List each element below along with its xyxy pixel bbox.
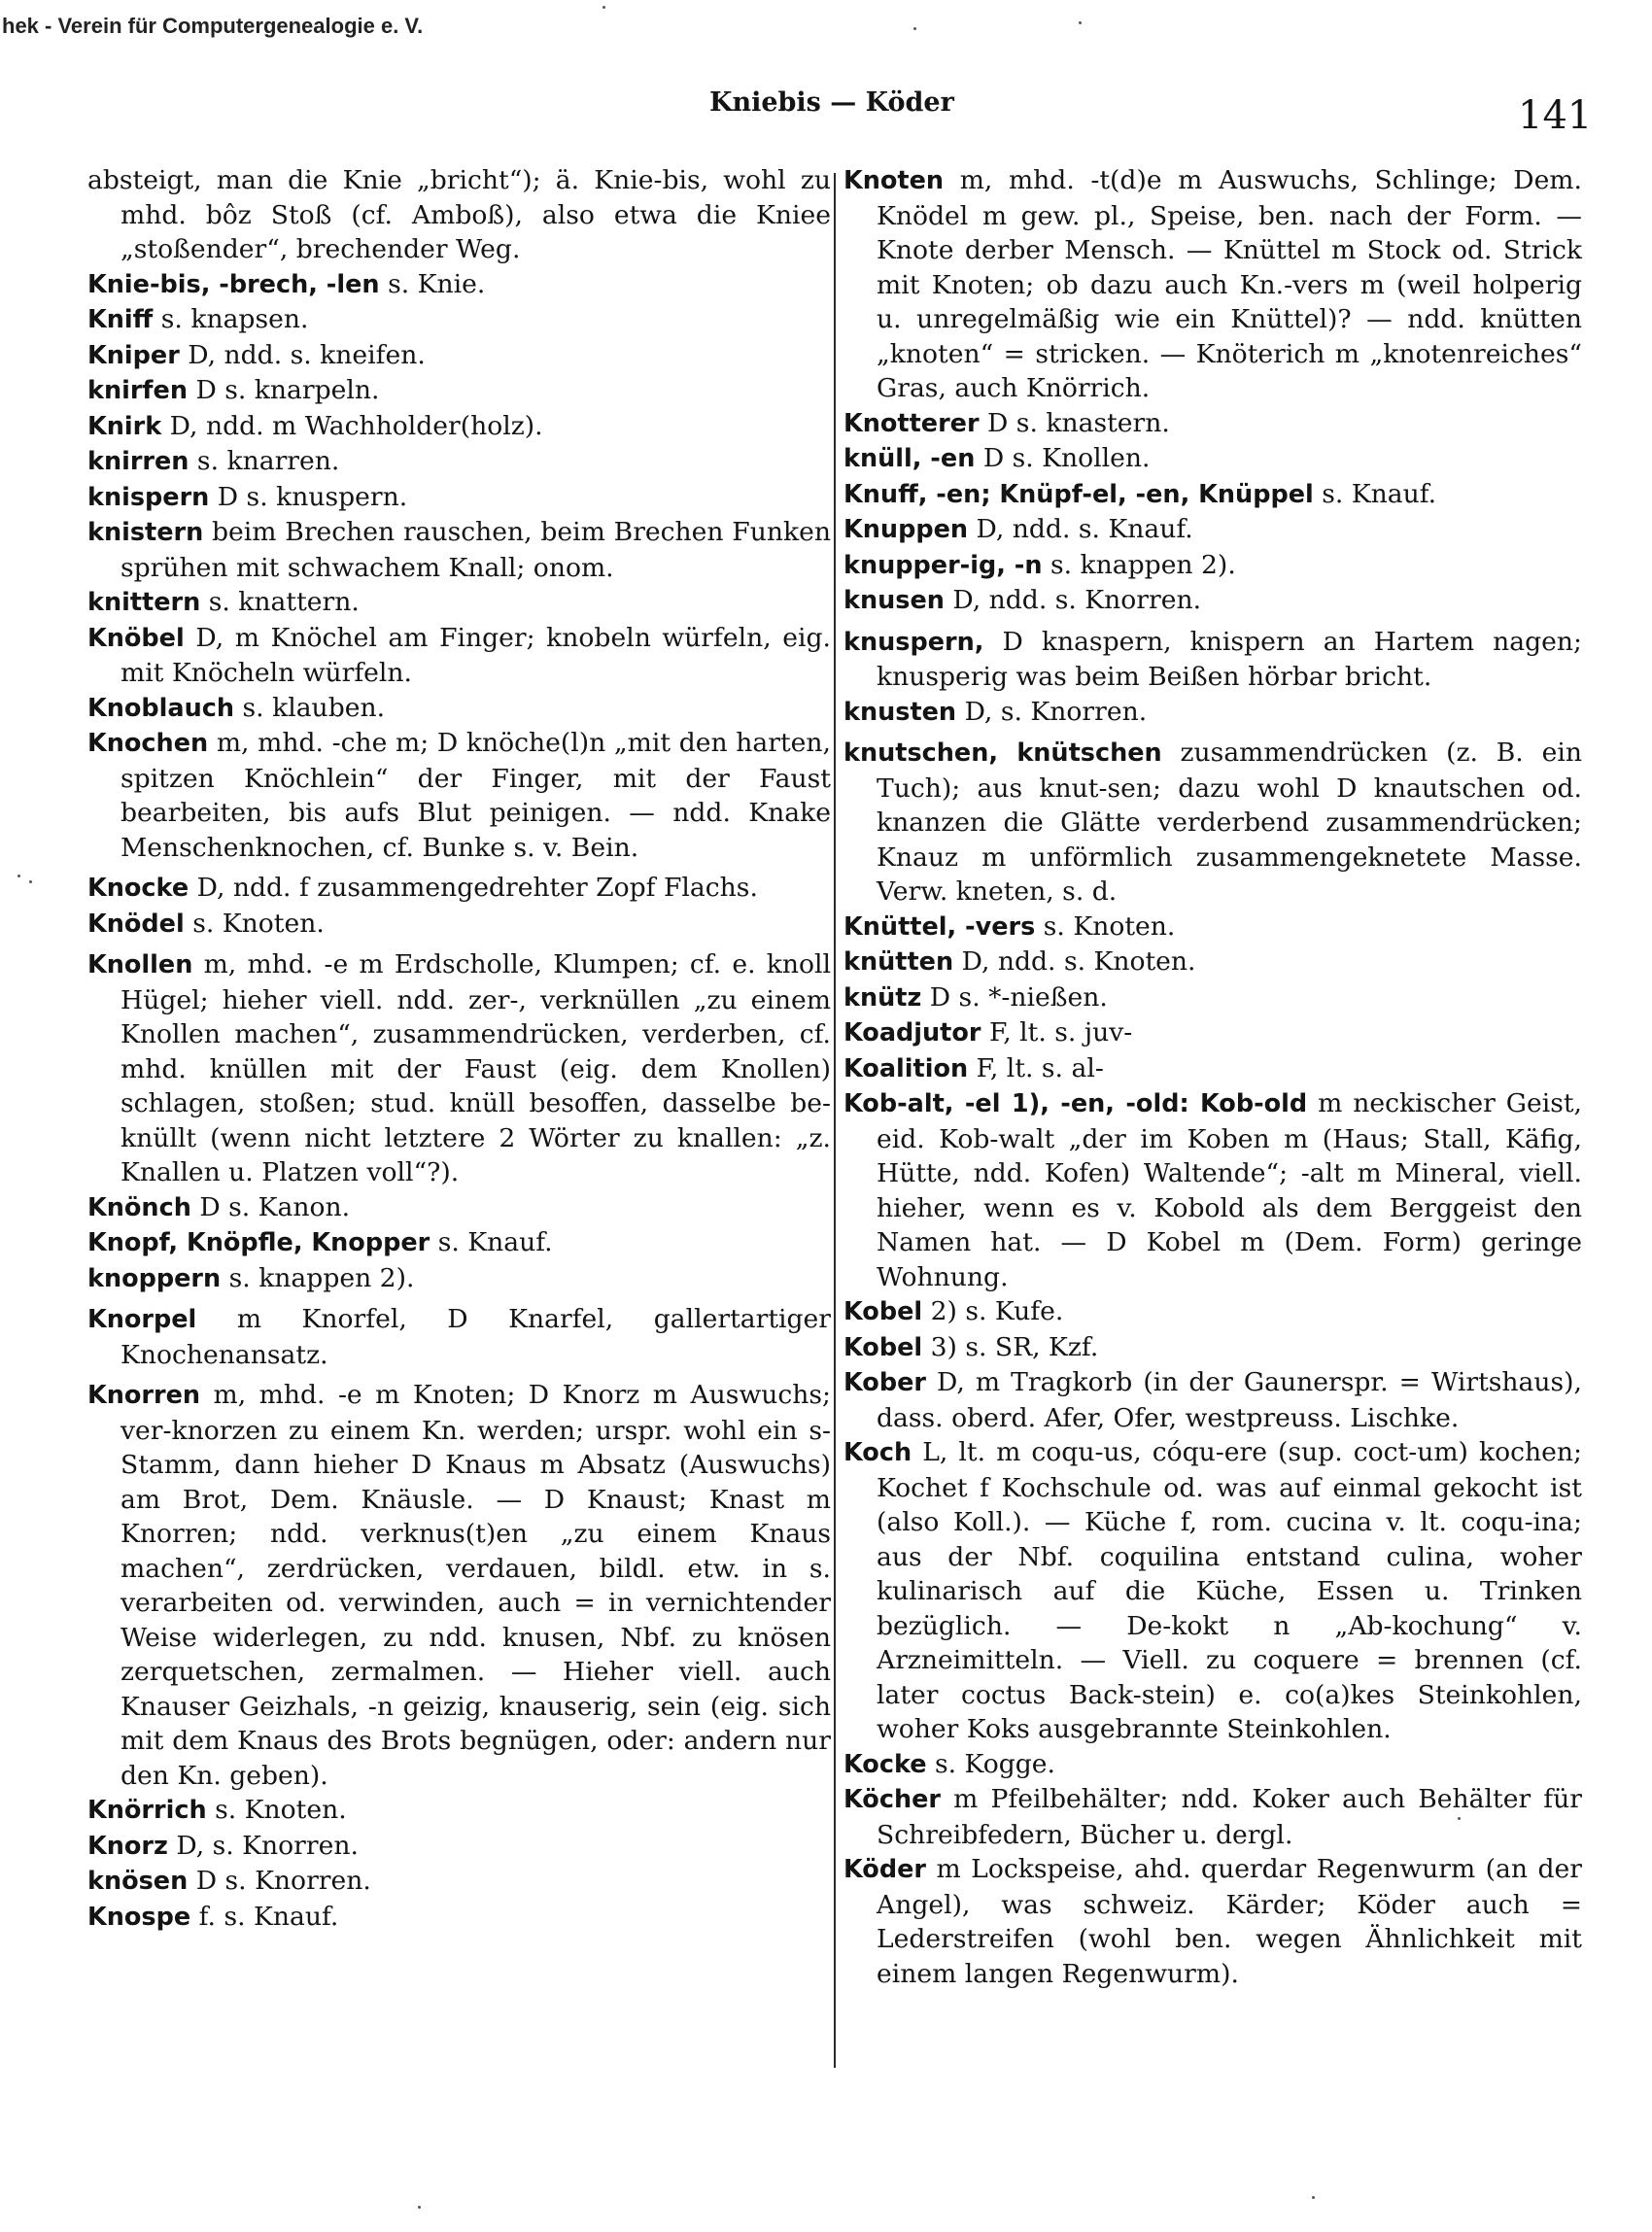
dictionary-entry xyxy=(843,1435,1582,1747)
entry-definition: s. Kogge. xyxy=(934,1748,1055,1779)
dictionary-entry xyxy=(87,726,831,865)
entry-headword: Knorz xyxy=(87,1831,168,1861)
entry-headword: Köcher xyxy=(843,1785,941,1814)
dictionary-entry xyxy=(843,1330,1582,1366)
dictionary-entry xyxy=(87,1190,831,1226)
entry-definition: 3) s. SR, Kzf. xyxy=(930,1331,1099,1362)
left-column xyxy=(87,163,831,1935)
entry-definition: s. knappen 2). xyxy=(228,1262,415,1293)
scan-speck xyxy=(29,880,32,883)
entry-headword: Knöbel xyxy=(87,623,185,653)
entry-headword: Knüttel, -vers xyxy=(843,911,1036,942)
dictionary-entry xyxy=(843,1294,1582,1330)
entry-definition: F, lt. s. juv- xyxy=(988,1017,1133,1047)
entry-definition: m, mhd. -t(d)e m Auswuchs, Schlinge; Dem. Knödel m gew. pl., Speise, ben. nach der Form. — Knote derber Mensch. — Knüttel m Stock od. Strick mit Knoten; ob dazu auch Kn.-vers m (weil holperig u. unregelmäßig wie ein Knüttel)? — ndd. knütten „knoten“ = stricken. — Knöterich m „knotenreiches“ Gras, auch Knörrich. xyxy=(877,165,1582,403)
dictionary-entry xyxy=(87,907,831,943)
entry-definition: D, s. Knorren. xyxy=(176,1830,359,1861)
entry-definition: s. knattern. xyxy=(208,587,360,617)
entry-definition: s. knarren. xyxy=(196,446,340,476)
entry-headword: Knoblauch xyxy=(87,693,235,723)
entry-headword: Knopf, Knöpfle, Knopper xyxy=(87,1228,430,1257)
dictionary-entry xyxy=(843,1086,1582,1294)
entry-headword: knittern xyxy=(87,588,201,617)
scan-speck xyxy=(1079,21,1082,24)
dictionary-entry xyxy=(87,1793,831,1829)
dictionary-entry xyxy=(843,695,1582,731)
entry-definition: zusammendrücken (z. B. ein Tuch); aus knut-sen; dazu wohl D knautschen od. knanzen die Glätte verderbend zusammendrücken; Knauz m unförmlich zusammengeknetete Masse. Verw. kneten, s. d. xyxy=(877,738,1582,907)
entry-definition: D, ndd. s. Knauf. xyxy=(976,514,1193,544)
entry-definition: m Knorfel, D Knarfel, gallertartiger Knochenansatz. xyxy=(120,1304,831,1370)
entry-headword: Knorren xyxy=(87,1381,201,1410)
dictionary-entry xyxy=(843,980,1582,1016)
entry-definition: D s. Knorren. xyxy=(195,1866,371,1896)
page-number: 141 xyxy=(1518,93,1593,138)
dictionary-entry xyxy=(87,515,831,585)
entry-definition: D, ndd. m Wachholder(holz). xyxy=(169,410,543,441)
entry-headword: knoppern xyxy=(87,1263,222,1293)
entry-headword: Köder xyxy=(843,1855,926,1884)
entry-headword: Kniff xyxy=(87,305,154,334)
dictionary-entry xyxy=(87,871,831,907)
entry-definition: m Lockspeise, ahd. querdar Regenwurm (an der Angel), was schweiz. Kärder; Köder auch = Lederstreifen (wohl ben. wegen Ähnlichkeit mit einem langen Regenwurm). xyxy=(877,1854,1582,1989)
dictionary-entry xyxy=(843,1747,1582,1783)
entry-headword: Knollen xyxy=(87,950,193,979)
dictionary-entry xyxy=(87,947,831,1190)
entry-headword: knirfen xyxy=(87,376,188,405)
entry-headword: Kniper xyxy=(87,340,180,370)
dictionary-entry xyxy=(87,409,831,445)
dictionary-entry xyxy=(843,1365,1582,1435)
entry-definition: s. knappen 2). xyxy=(1050,549,1236,580)
entry-headword: Knocke xyxy=(87,874,189,903)
dictionary-entry xyxy=(843,1051,1582,1087)
scan-speck xyxy=(1458,1817,1461,1820)
entry-definition: s. Knoten. xyxy=(192,908,325,939)
entry-definition: D, ndd. s. Knorren. xyxy=(952,585,1202,615)
dictionary-entry xyxy=(87,1900,831,1936)
entry-definition: D, m Tragkorb (in der Gaunerspr. = Wirtshaus), dass. oberd. Afer, Ofer, westpreuss. Lischke. xyxy=(877,1367,1582,1433)
dictionary-entry xyxy=(87,1261,831,1297)
dictionary-entry xyxy=(87,1302,831,1372)
entry-definition: m, mhd. -e m Knoten; D Knorz m Auswuchs; ver-knorzen zu einem Kn. werden; urspr. wohl ein s-Stamm, dann hieher D Knaus m Absatz (Auswuchs) am Brot, Dem. Knäusle. — D Knaust; Knast m Knorren; ndd. verknus(t)en „zu einem Knaus machen“, zerdrücken, verdauen, bildl. etw. in s. verarbeiten od. verwinden, auch = in vernichtender Weise widerlegen, zu ndd. knusen, Nbf. zu knösen zerquetschen, zermalmen. — Hieher viell. auch Knauser Geizhals, -n geizig, knauserig, sein (eig. sich mit dem Knaus des Brots begnügen, oder: andern nur den Kn. geben). xyxy=(120,1380,831,1791)
entry-headword: knupper-ig, -n xyxy=(843,550,1043,580)
dictionary-entry xyxy=(843,944,1582,980)
entry-definition: s. Knoten. xyxy=(1043,910,1176,942)
dictionary-entry xyxy=(87,1864,831,1900)
entry-headword: Koch xyxy=(843,1438,912,1467)
entry-headword: Knirk xyxy=(87,411,162,441)
dictionary-entry xyxy=(87,338,831,374)
entry-definition: s. klauben. xyxy=(242,692,386,723)
entry-definition: D s. knarpeln. xyxy=(195,375,380,405)
entry-headword: knuspern, xyxy=(843,627,984,657)
entry-headword: Kocke xyxy=(843,1749,927,1779)
entry-headword: Koadjutor xyxy=(843,1018,981,1047)
dictionary-entry xyxy=(843,406,1582,442)
entry-headword: knusen xyxy=(843,586,945,615)
entry-headword: Knoten xyxy=(843,166,945,195)
entry-headword: Kobel xyxy=(843,1332,923,1362)
dictionary-entry xyxy=(843,910,1582,945)
entry-definition: D, ndd. s. Knoten. xyxy=(961,946,1196,977)
entry-headword: knütten xyxy=(843,947,954,977)
entry-definition: m Pfeilbehälter; ndd. Koker auch Behälter für Schreibfedern, Bücher u. dergl. xyxy=(877,1784,1582,1850)
entry-headword: Knörrich xyxy=(87,1796,207,1825)
entry-headword: Knochen xyxy=(87,729,209,758)
entry-definition: D s. knuspern. xyxy=(217,481,408,512)
dictionary-entry xyxy=(843,1782,1582,1852)
entry-headword: knusten xyxy=(843,697,957,727)
entry-headword: knüll, -en xyxy=(843,444,976,473)
dictionary-entry xyxy=(87,621,831,691)
dictionary-entry xyxy=(843,477,1582,513)
entry-definition: F, lt. s. al- xyxy=(976,1052,1104,1083)
entry-definition: s. knapsen. xyxy=(160,304,309,334)
entry-headword: Knospe xyxy=(87,1902,191,1932)
entry-headword: Knorpel xyxy=(87,1305,197,1334)
entry-headword: Knie-bis, -brech, -len xyxy=(87,269,380,299)
entry-definition: absteigt, man die Knie „bricht“); ä. Knie-bis, wohl zu mhd. bôz Stoß (cf. Amboß), also etwa die Kniee „stoßender“, brechender Weg. xyxy=(87,165,831,264)
entry-headword: Knuppen xyxy=(843,515,969,544)
running-head: Kniebis — Köder xyxy=(709,87,954,118)
dictionary-entry xyxy=(87,1225,831,1261)
entry-definition: D, ndd. s. kneifen. xyxy=(188,339,426,370)
dictionary-entry xyxy=(843,736,1582,910)
entry-definition: m, mhd. -che m; D knöche(l)n „mit den harten, spitzen Knöchlein“ der Finger, mit der Faust bearbeiten, bis aufs Blut peinigen. — ndd. Knake Menschenknochen, cf. Bunke s. v. Bein. xyxy=(120,728,831,863)
dictionary-entry xyxy=(843,1015,1582,1051)
dictionary-entry xyxy=(87,302,831,338)
entry-headword: Knönch xyxy=(87,1192,191,1222)
scan-speck xyxy=(602,6,605,9)
dictionary-entry xyxy=(87,691,831,727)
entry-definition: D, s. Knorren. xyxy=(964,696,1148,727)
column-rule xyxy=(834,173,836,2068)
entry-headword: Knotterer xyxy=(843,408,980,438)
entry-headword: knispern xyxy=(87,482,210,512)
scan-speck xyxy=(913,27,916,30)
dictionary-entry xyxy=(87,1829,831,1865)
dictionary-entry xyxy=(87,444,831,480)
entry-definition: D s. *-nießen. xyxy=(929,981,1108,1013)
entry-headword: knutschen, knütschen xyxy=(843,738,1162,768)
dictionary-entry xyxy=(843,548,1582,584)
entry-headword: knösen xyxy=(87,1867,189,1896)
dictionary-entry xyxy=(87,1378,831,1793)
entry-definition: D, ndd. f zusammengedrehter Zopf Flachs. xyxy=(196,873,758,903)
entry-headword: Kobel xyxy=(843,1297,923,1326)
dictionary-entry xyxy=(87,480,831,516)
entry-headword: Koalition xyxy=(843,1053,969,1083)
scan-speck xyxy=(17,875,20,877)
entry-definition: s. Knoten. xyxy=(215,1795,347,1825)
entry-headword: Knödel xyxy=(87,909,185,939)
entry-definition: D, m Knöchel am Finger; knobeln würfeln, eig. mit Knöcheln würfeln. xyxy=(120,622,831,688)
entry-headword: knistern xyxy=(87,518,204,547)
entry-definition: m neckischer Geist, eid. Kob-walt „der im Koben m (Haus; Stall, Käfig, Hütte, ndd. Kofen) Waltende“; -alt m Mineral, viell. hieher, wenn es v. Kobold als dem Berggeist den Namen hat. — D Kobel m (Dem. Form) geringe Wohnung. xyxy=(877,1088,1582,1292)
entry-definition: s. Knie. xyxy=(388,268,486,299)
entry-definition: 2) s. Kufe. xyxy=(930,1296,1064,1326)
dictionary-entry xyxy=(843,512,1582,548)
dictionary-entry xyxy=(843,441,1582,477)
dictionary-entry xyxy=(87,373,831,409)
entry-headword: Kober xyxy=(843,1368,926,1397)
dictionary-entry xyxy=(843,583,1582,619)
dictionary-entry xyxy=(843,163,1582,406)
entry-definition: f. s. Knauf. xyxy=(198,1901,339,1932)
entry-definition: beim Brechen rauschen, beim Brechen Funken sprühen mit schwachem Knall; onom. xyxy=(120,517,831,583)
dictionary-entry xyxy=(87,163,831,267)
entry-headword: knütz xyxy=(843,982,922,1013)
dictionary-entry xyxy=(87,585,831,621)
entry-definition: L, lt. m coqu-us, cóqu-ere (sup. coct-um) kochen; Kochet f Kochschule od. was auf einmal gekocht ist (also Koll.). — Küche f, rom. cucina v. lt. coqu-ina; aus der Nbf. coquilina entstand culina, woher kulinarisch auf die Küche, Essen u. Trinken bezüglich. — De-kokt n „Ab-kochung“ v. Arzneimitteln. — Viell. zu coquere = brennen (cf. later coctus Back-stein) e. co(a)kes Steinkohlen, woher Koks ausgebrannte Steinkohlen. xyxy=(877,1437,1582,1744)
entry-definition: s. Knauf. xyxy=(437,1227,553,1257)
dictionary-entry xyxy=(843,625,1582,695)
entry-definition: D s. Kanon. xyxy=(199,1191,351,1222)
dictionary-entry xyxy=(843,1852,1582,1991)
right-column xyxy=(843,163,1582,1991)
entry-headword: Kob-alt, -el 1), -en, -old: Kob-old xyxy=(843,1089,1308,1118)
entry-definition: D s. Knollen. xyxy=(982,443,1151,473)
watermark: hek - Verein für Computergenealogie e. V. xyxy=(2,14,424,38)
entry-definition: s. Knauf. xyxy=(1322,478,1437,509)
entry-definition: D s. knastern. xyxy=(987,407,1170,438)
entry-definition: D knaspern, knispern an Hartem nagen; knusperig was beim Beißen hörbar bricht. xyxy=(877,626,1582,692)
scan-speck xyxy=(418,2206,421,2209)
entry-headword: Knuff, -en; Knüpf-el, -en, Knüppel xyxy=(843,479,1314,509)
entry-definition: m, mhd. -e m Erdscholle, Klumpen; cf. e. knoll Hügel; hieher viell. ndd. zer-, verknüllen „zu einem Knollen machen“, zusammendrücken, verderben, cf. mhd. knüllen mit der Faust (eig. dem Knollen) schlagen, stoßen; stud. knüll besoffen, dasselbe be-knüllt (wenn nicht letztere 2 Wörter zu knallen: „z. Knallen u. Platzen voll“?). xyxy=(120,949,831,1187)
dictionary-entry xyxy=(87,267,831,303)
scan-speck xyxy=(1312,2196,1315,2199)
entry-headword: knirren xyxy=(87,447,189,476)
